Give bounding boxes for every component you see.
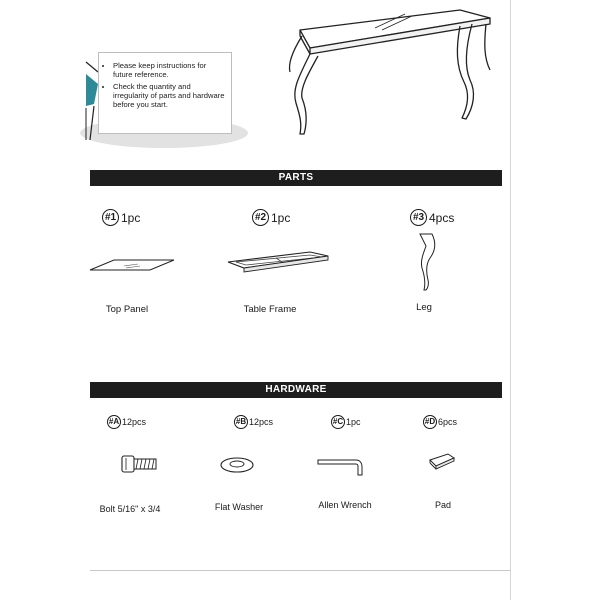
hardware-letter-badge: #A [107, 415, 121, 429]
notes-list [99, 53, 231, 109]
leg-illustration [412, 232, 442, 292]
note-item: • Check the quantity and irregularity of parts and hardware before you start. [113, 82, 225, 109]
hardware-d-quantity [423, 415, 457, 429]
part-quantity: 1pc [121, 210, 141, 225]
part-name: Top Panel [105, 304, 149, 315]
hardware-letter-badge: #D [423, 415, 437, 429]
hardware-quantity: 1pc [346, 417, 361, 427]
hardware-letter-badge: #B [234, 415, 248, 429]
parts-section-header: PARTS [90, 170, 502, 186]
hardware-quantity: 12pcs [122, 417, 147, 427]
part-number-badge: #3 [410, 209, 427, 226]
washer-icon [219, 455, 255, 475]
instructions-note-card [98, 52, 232, 134]
part-number-badge: #2 [252, 209, 269, 226]
hardware-c-quantity [331, 415, 361, 429]
part-1-quantity [102, 209, 140, 226]
hardware-name: Pad [434, 500, 451, 510]
part-name: Leg [416, 302, 432, 313]
pad-icon [428, 452, 458, 470]
console-table-illustration [280, 8, 500, 138]
note-item: • Please keep instructions for future reference. [113, 61, 225, 79]
page-edge-rule [510, 0, 511, 600]
hardware-section-header: HARDWARE [90, 382, 502, 398]
part-quantity: 4pcs [429, 210, 455, 225]
part-name: Table Frame [243, 304, 297, 315]
part-2-quantity [252, 209, 290, 226]
hardware-quantity: 12pcs [249, 417, 274, 427]
top-panel-illustration [88, 256, 178, 276]
bottom-divider [90, 570, 510, 571]
hardware-quantity: 6pcs [438, 417, 458, 427]
bolt-icon [120, 452, 160, 476]
part-number-badge: #1 [102, 209, 119, 226]
allen-wrench-icon [316, 455, 368, 477]
part-quantity: 1pc [271, 210, 291, 225]
table-frame-illustration [224, 248, 334, 272]
hardware-name: Allen Wrench [318, 500, 372, 510]
hardware-name: Bolt 5/16" x 3/4 [99, 504, 161, 514]
hardware-letter-badge: #C [331, 415, 345, 429]
part-3-quantity [410, 209, 454, 226]
hardware-a-quantity [107, 415, 146, 429]
hardware-b-quantity [234, 415, 273, 429]
hardware-name: Flat Washer [214, 502, 264, 512]
